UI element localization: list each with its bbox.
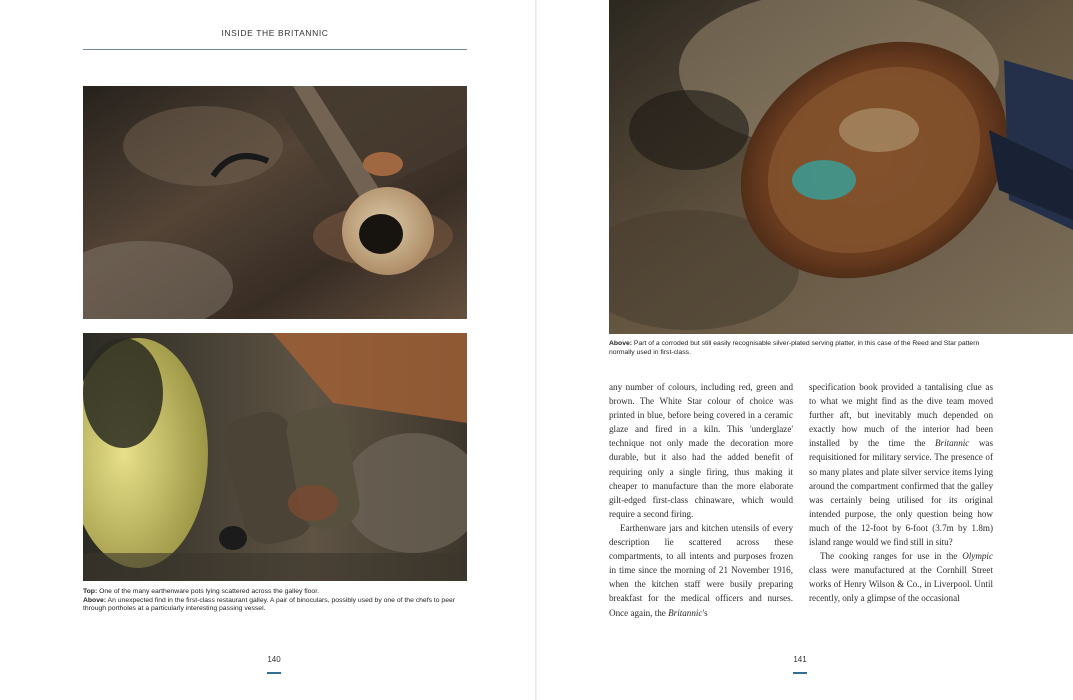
- photo-binoculars: [83, 333, 467, 581]
- col1-p2-text-a: Earthenware jars and kitchen utensils of every description lie scattered across these compartments, to all intents and purposes frozen in time since the morning of 21 November 1916, when the kitchen staff were busily preparing breakfast for the medical officers and nurses. Once again, the: [609, 522, 793, 618]
- caption-right-text: Part of a corroded but still easily recognisable silver-plated serving platter, in this case of the Reed and Star pattern normally used in first-class.: [609, 340, 980, 356]
- right-caption: [609, 340, 999, 357]
- left-page: [0, 0, 536, 700]
- left-caption: [83, 588, 467, 614]
- col2-paragraph-2: [809, 549, 993, 605]
- col2-paragraph-1: [809, 380, 993, 549]
- caption-above: [83, 597, 467, 614]
- photo-serving-platter: [609, 0, 1073, 334]
- running-head: INSIDE THE BRITANNIC: [221, 28, 329, 38]
- col2-p1-text-b: was requisitioned for military service. The presence of so many plates and plate silver service items lying around the compartment confirmed that the galley was certainly being utilised for its original intended purpose, the only question being how much of the 12-foot by 6-foot (3.7m by 1.8m) island range would we find still in situ?: [809, 438, 994, 548]
- page-number-right: 141: [793, 655, 807, 664]
- caption-top-label: Top:: [83, 588, 98, 595]
- col1-p2-ship-name: Britannic: [668, 607, 703, 618]
- folio-mark-right: [793, 672, 807, 674]
- caption-above-label: Above:: [83, 596, 107, 604]
- body-column-2: [809, 380, 993, 606]
- caption-top: [83, 588, 467, 597]
- folio-mark-left: [267, 672, 281, 674]
- right-page: [537, 0, 1073, 700]
- col1-paragraph-1: any number of colours, including red, green and brown. The White Star colour of choice was printed in blue, before being covered in a ceramic glaze and fired in a kiln. This 'underglaze' technique not only made the decoration more durable, but it also had the added benefit of requiring only a single firing, thus making it cheaper to manufacture than the more elaborate gilt-edged first-class chinaware, which would require a second firing.: [609, 382, 793, 519]
- col2-p2-text-b: class were manufactured at the Cornhill Street works of Henry Wilson & Co., in Liverpool. Until recently, only a glimpse of the occasional: [809, 565, 993, 604]
- page-number-left: 140: [267, 655, 281, 664]
- caption-top-text: One of the many earthenware pots lying scattered across the galley floor.: [97, 588, 319, 595]
- caption-right-label: Above:: [609, 340, 633, 347]
- body-column-1: [609, 380, 793, 620]
- photo-earthenware-pot: [83, 86, 467, 319]
- col1-p2-text-b: 's: [702, 607, 708, 618]
- caption-above-text: An unexpected find in the first-class restaurant galley. A pair of binoculars, possibly used by one of the chefs to peer through portholes at a particularly interesting passing vessel.: [83, 596, 456, 613]
- col2-p2-text-a: The cooking ranges for use in the: [820, 551, 963, 562]
- col1-paragraph-2: [609, 521, 793, 620]
- header-rule: [83, 49, 467, 50]
- col2-p1-text-a: specification book provided a tantalising clue as to what we might find as the dive team moved further aft, but inevitably much depended on exactly how much of the interior had been installed by the time the: [809, 382, 993, 449]
- col2-p1-ship-name: Britannic: [934, 438, 970, 449]
- col2-p2-class-name: Olympic: [962, 551, 993, 562]
